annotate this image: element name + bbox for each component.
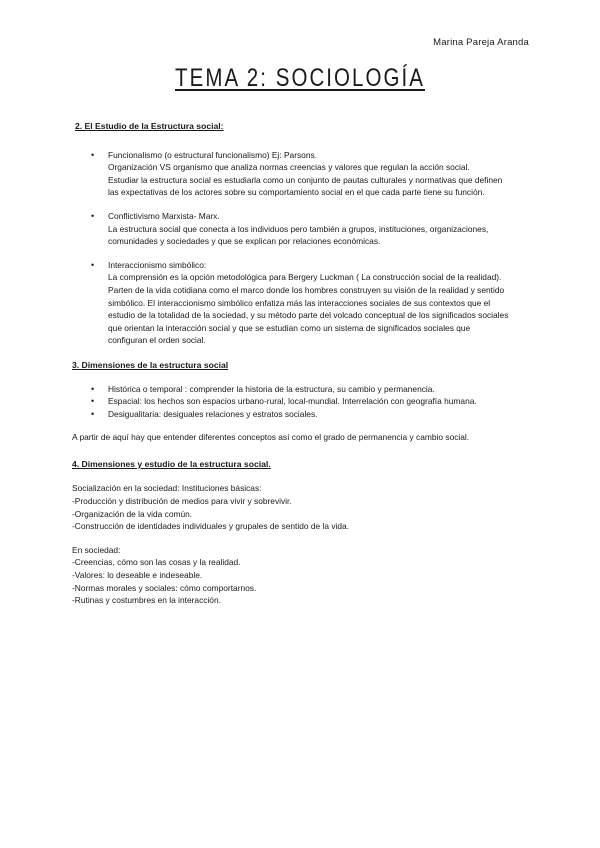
item-line: La estructura social que conecta a los individuos pero también a grupos, instituciones, organizaciones, <box>108 223 489 234</box>
item-label: • Conflictivismo Marxista- Marx. <box>108 210 220 221</box>
section-3-list <box>72 383 532 421</box>
text-line: -Creencias, cómo son las cosas y la realidad. <box>72 557 241 568</box>
item-line: simbólico. El interaccionismo simbólico enfatiza más las interacciones sociales de sus contextos que el <box>108 297 491 308</box>
section-3-note: A partir de aquí hay que entender diferentes conceptos así como el grado de permanencia y cambio social. <box>72 432 470 443</box>
item-line: las expectativas de los actores sobre su comportamiento social en el que cada parte tiene su función. <box>108 187 485 198</box>
en-sociedad-block <box>72 544 532 607</box>
list-item-interaccionismo <box>72 259 532 347</box>
socializacion-block <box>72 482 532 532</box>
section-2-list <box>72 149 532 347</box>
list-item-desigualitaria: • Desigualitaria: desiguales relaciones y estratos sociales. <box>72 408 532 421</box>
text-line: -Rutinas y costumbres en la interacción. <box>72 595 221 606</box>
text-line: -Producción y distribución de medios para vivir y sobrevivir. <box>72 496 292 507</box>
item-line: Estudiar la estructura social es estudiarla como un conjunto de pautas culturales y normativas que definen <box>108 174 503 185</box>
list-item-funcionalismo <box>72 149 532 199</box>
item-line: que orientan la interacción social y que se estudian como un sistema de significados sociales que <box>108 322 471 333</box>
text-line: -Organización de la vida común. <box>72 508 193 519</box>
list-item-espacial: • Espacial: los hechos son espacios urbano-rural, local-mundial. Interrelación con geografía humana. <box>72 395 532 408</box>
section-4-heading: 4. Dimensiones y estudio de la estructura social. <box>72 458 271 469</box>
item-line: configuran el orden social. <box>108 335 206 346</box>
section-3-heading: 3. Dimensiones de la estructura social <box>72 359 229 370</box>
item-line: Organización VS organismo que analiza normas creencias y valores que regulan la acción social. <box>108 162 470 173</box>
author-name: Marina Pareja Aranda <box>433 37 529 48</box>
text-line: -Normas morales y sociales: cómo comportarnos. <box>72 582 257 593</box>
item-line: La comprensión es la opción metodológica para Bergery Luckman ( La construcción social de la realidad). <box>108 272 502 283</box>
item-line: estudio de la totalidad de la sociedad, y su método parte del volcado conceptual de los significados sociales <box>108 310 509 321</box>
item-label: • Funcionalismo (o estructural funcionalismo) Ej: Parsons. <box>108 149 317 160</box>
list-item-historica: • Histórica o temporal : comprender la historia de la estructura, su cambio y permanencia. <box>72 383 532 396</box>
text-line: En sociedad: <box>72 544 121 555</box>
section-2-heading: 2. El Estudio de la Estructura social: <box>75 121 224 131</box>
list-item-conflictivismo <box>72 210 532 248</box>
document-body <box>72 120 532 607</box>
page-title: TEMA 2: SOCIOLOGÍA <box>175 64 425 92</box>
item-label: • Interaccionismo simbólico: <box>108 259 207 270</box>
item-line: comunidades y sociedades y que se explican por relaciones económicas. <box>108 236 381 247</box>
text-line: -Valores: lo deseable e indeseable. <box>72 570 203 581</box>
text-line: Socialización en la sociedad: Instituciones básicas: <box>72 483 262 494</box>
text-line: -Construcción de identidades individuales y grupales de sentido de la vida. <box>72 521 350 532</box>
item-line: Parten de la vida cotidiana como el marco donde los hombres construyen su visión de la realidad y sentido <box>108 284 505 295</box>
